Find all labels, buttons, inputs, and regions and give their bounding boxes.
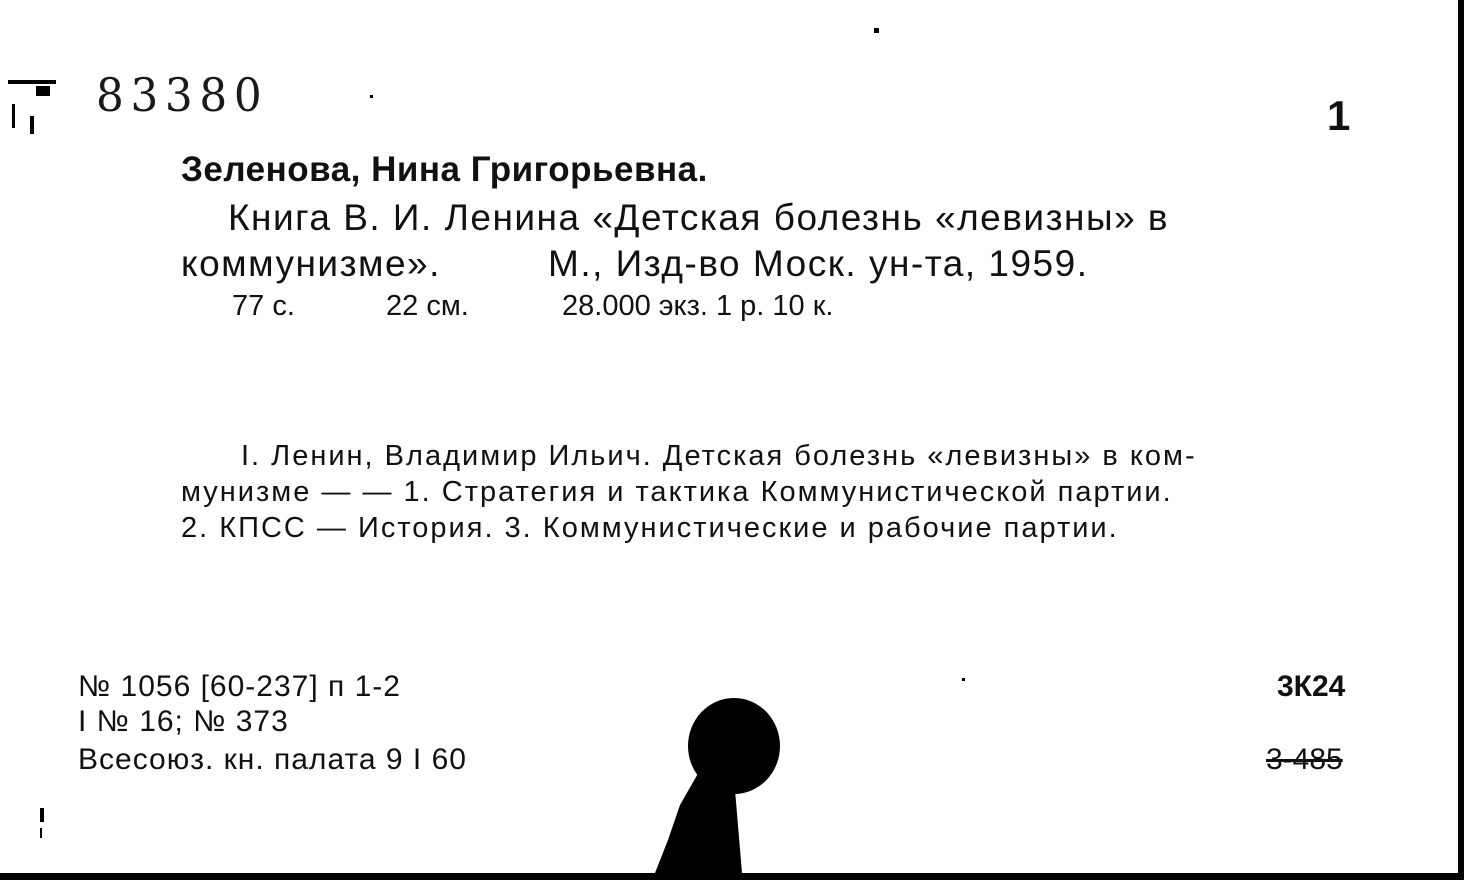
card-number: 1 [1327,92,1351,139]
margin-speck [874,28,879,33]
size: 22 см. [386,290,469,322]
classification-code: 3К24 [1277,670,1346,703]
margin-speck [40,808,44,822]
registration-line-3: Всесоюз. кн. палата 9 I 60 [78,743,467,776]
shelf-code: 3-485 [1266,743,1343,776]
subject-line-3: 2. КПСС — История. 3. Коммунистические и рабочие партии. [181,512,1119,544]
author-heading: Зеленова, Нина Григорьевна. [181,150,708,189]
title-line-2: коммунизме». [181,243,441,284]
imprint: М., Изд-во Моск. ун-та, 1959. [548,243,1089,284]
margin-speck [962,678,965,681]
margin-speck [8,80,56,84]
pages: 77 с. [232,290,295,322]
registration-line-1: № 1056 [60-237] п 1-2 [78,670,401,703]
registration-line-2: I № 16; № 373 [78,705,289,738]
title-line-1: Книга В. И. Ленина «Детская болезнь «левизны» в [228,197,1170,238]
subject-line-1: I. Ленин, Владимир Ильич. Детская болезнь «левизны» в ком- [241,440,1197,472]
subject-line-2: мунизме — — 1. Стратегия и тактика Коммунистической партии. [181,476,1173,508]
margin-speck [370,95,373,98]
handwritten-accession-number: 83380 [96,68,269,122]
print-run-price: 28.000 экз. 1 р. 10 к. [562,290,834,322]
margin-speck [30,116,34,134]
margin-speck [12,104,15,128]
margin-speck [36,86,50,96]
margin-speck [40,828,42,838]
